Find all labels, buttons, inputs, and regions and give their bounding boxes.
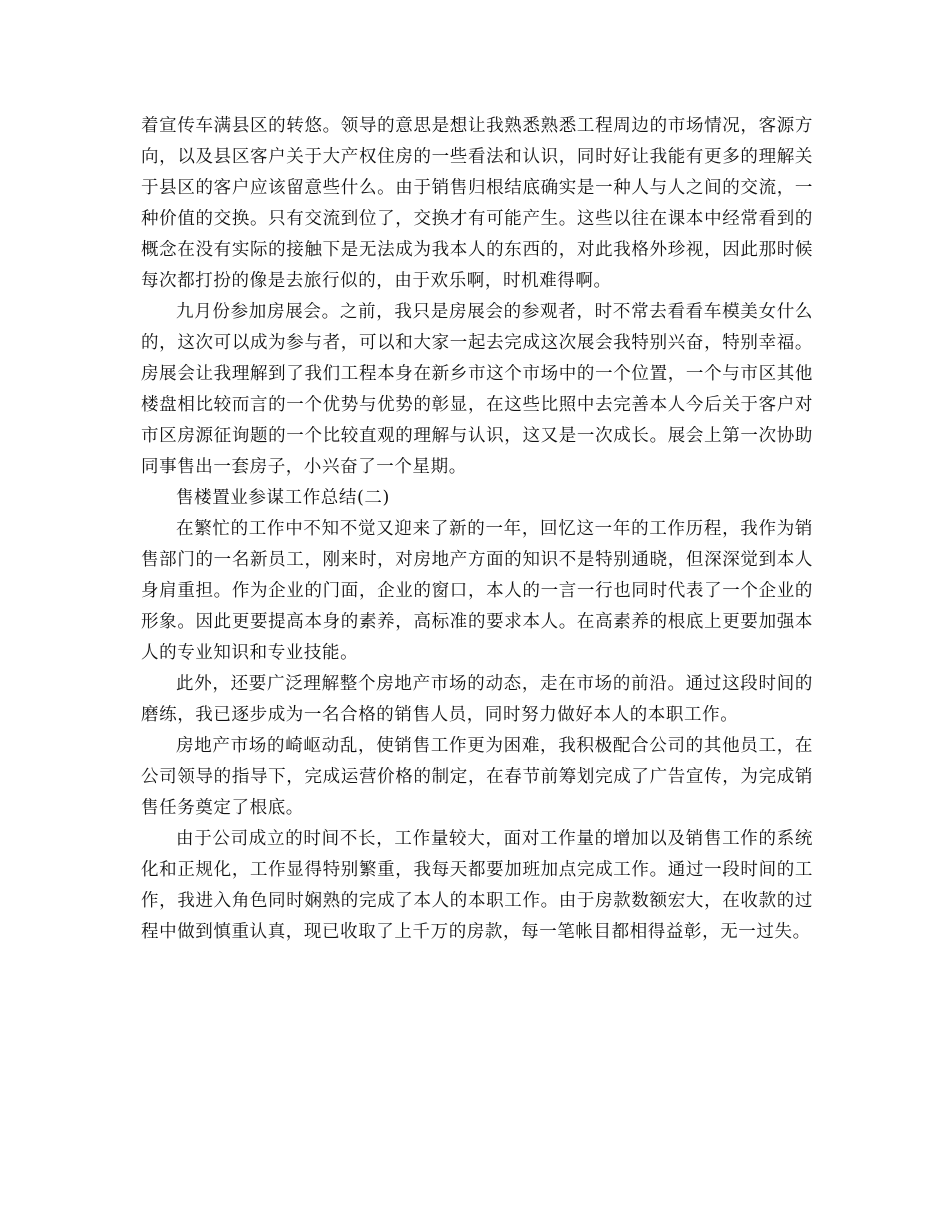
paragraph-new-year: 在繁忙的工作中不知不觉又迎来了新的一年，回忆这一年的工作历程，我作为销售部门的一名新员工，刚来时，对房地产方面的知识不是特别通晓，但深深觉到本人身肩重担。作为企业的门面，企业的窗口，本人的一言一行也同时代表了一个企业的形象。因此更要提高本身的素养，高标准的要求本人。在高素养的根底上更要加强本人的专业知识和专业技能。 [141, 519, 813, 663]
paragraph-pricing: 房地产市场的崎岖动乱，使销售工作更为困难，我积极配合公司的其他员工，在公司领导的指导下，完成运营价格的制定，在春节前筹划完成了广告宣传，为完成销售任务奠定了根底。 [141, 736, 813, 818]
paragraph-expo: 九月份参加房展会。之前，我只是房展会的参观者，时不常去看看车模美女什么的，这次可以成为参与者，可以和大家一起去完成这次展会我特别兴奋，特别幸福。房展会让我理解到了我们工程本身在新乡市这个市场中的一个位置，一个与市区其他楼盘相比较而言的一个优势与优势的彰显，在这些比照中去完善本人今后关于客户对市区房源征询题的一个比较直观的理解与认识，这又是一次成长。展会上第一次协助同事售出一套房子，小兴奋了一个星期。 [141, 302, 813, 477]
paragraph-continuation: 着宣传车满县区的转悠。领导的意思是想让我熟悉熟悉工程周边的市场情况，客源方向，以及县区客户关于大产权住房的一些看法和认识，同时好让我能有更多的理解关于县区的客户应该留意些什么。由于销售归根结底确实是一种人与人之间的交流，一种价值的交换。只有交流到位了，交换才有可能产生。这些以往在课本中经常看到的概念在没有实际的接触下是无法成为我本人的东西的，对此我格外珍视，因此那时候每次都打扮的像是去旅行似的，由于欢乐啊，时机难得啊。 [141, 116, 813, 291]
section-heading: 售楼置业参谋工作总结(二) [176, 488, 390, 508]
paragraph-workload: 由于公司成立的时间不长，工作量较大，面对工作量的增加以及销售工作的系统化和正规化，工作显得特别繁重，我每天都要加班加点完成工作。通过一段时间的工作，我进入角色同时娴熟的完成了本人的本职工作。由于房款数额宏大，在收款的过程中做到慎重认真，现已收取了上千万的房款，每一笔帐目都相得益彰，无一过失。 [141, 829, 813, 942]
paragraph-market: 此外，还要广泛理解整个房地产市场的动态，走在市场的前沿。通过这段时间的磨练，我已逐步成为一名合格的销售人员，同时努力做好本人的本职工作。 [141, 674, 813, 725]
document-body [141, 111, 813, 948]
